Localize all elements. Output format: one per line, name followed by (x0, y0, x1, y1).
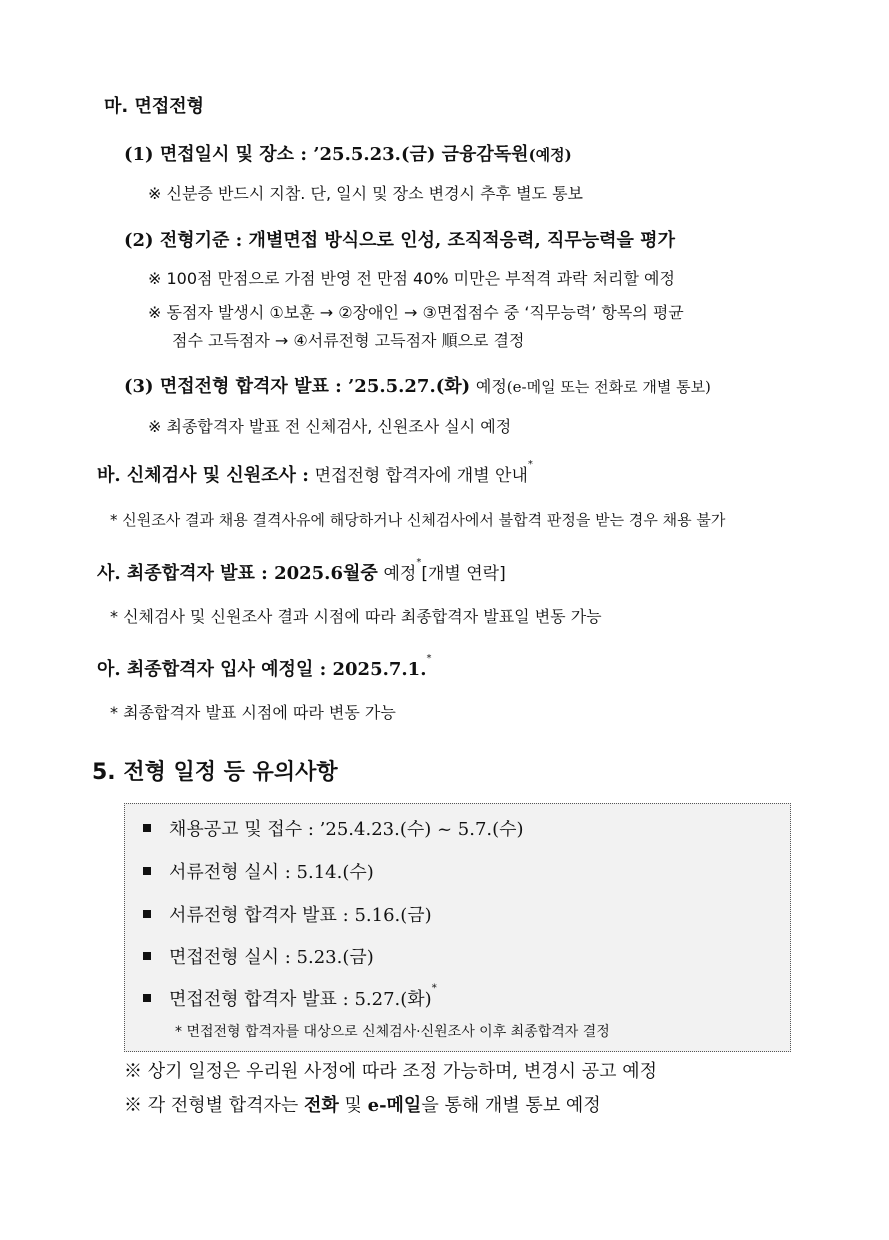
final-note: * 신체검사 및 신원조사 결과 시점에 따라 최종합격자 발표일 변동 가능 (110, 607, 602, 626)
schedule-item (143, 858, 374, 884)
schedule-item (143, 815, 524, 841)
interview-note-3b: 점수 고득점자 → ④서류전형 고득점자 順으로 결정 (172, 331, 525, 350)
schedule-item-text: 서류전형 합격자 발표 : 5.16.(금) (169, 905, 432, 926)
schedule-item-text: 서류전형 실시 : 5.14.(수) (169, 862, 374, 883)
join-star: * (426, 653, 432, 664)
join-note: * 최종합격자 발표 시점에 따라 변동 가능 (110, 703, 396, 722)
final-rest-1: 예정 (383, 564, 417, 584)
schedule-heading: 5. 전형 일정 등 유의사항 (92, 760, 338, 785)
schedule-item-text: 면접전형 합격자 발표 : 5.27.(화) (169, 989, 432, 1010)
interview-heading: 마. 면접전형 (104, 96, 205, 117)
join-heading-line (97, 655, 431, 681)
schedule-footer-1: ※ 상기 일정은 우리원 사정에 따라 조정 가능하며, 변경시 공고 예정 (124, 1061, 658, 1082)
interview-note-4: ※ 최종합격자 발표 전 신체검사, 신원조사 실시 예정 (148, 417, 512, 436)
square-bullet-icon (143, 952, 151, 960)
footer-2-post: 을 통해 개별 통보 예정 (421, 1095, 601, 1116)
schedule-item-text: 면접전형 실시 : 5.23.(금) (169, 947, 374, 968)
interview-item-3-rest: 예정 (475, 377, 507, 396)
schedule-item (143, 985, 437, 1011)
final-star: * (416, 557, 422, 568)
footer-2-phone: 전화 (304, 1095, 339, 1116)
interview-item-1 (124, 140, 572, 166)
schedule-footer-2 (124, 1091, 601, 1117)
interview-item-3-paren: (e-메일 또는 전화로 개별 통보) (506, 378, 711, 396)
interview-note-1: ※ 신분증 반드시 지참. 단, 일시 및 장소 변경시 추후 별도 통보 (148, 184, 584, 203)
square-bullet-icon (143, 824, 151, 832)
interview-note-3a: ※ 동점자 발생시 ①보훈 → ②장애인 → ③면접점수 중 ‘직무능력’ 항목의 평균 (148, 303, 684, 322)
footer-2-pre: ※ 각 전형별 합격자는 (124, 1095, 304, 1116)
final-rest-2: [개별 연락] (421, 564, 506, 584)
physical-note: * 신원조사 결과 채용 결격사유에 해당하거나 신체검사에서 불합격 판정을 받는 경우 채용 불가 (110, 511, 726, 529)
schedule-item (143, 901, 432, 927)
footer-2-email: e-메일 (367, 1095, 422, 1116)
interview-item-3-label: (3) 면접전형 합격자 발표 : ’25.5.27.(화) (124, 376, 471, 397)
interview-item-3 (124, 372, 711, 398)
interview-note-2: ※ 100점 만점으로 가점 반영 전 만점 40% 미만은 부적격 과락 처리할 예정 (148, 269, 675, 288)
final-heading: 사. 최종합격자 발표 : 2025.6월중 (97, 563, 378, 584)
schedule-box (124, 803, 791, 1052)
physical-heading: 바. 신체검사 및 신원조사 : (97, 465, 309, 486)
physical-star: * (527, 459, 533, 470)
schedule-item-text: 채용공고 및 접수 : ’25.4.23.(수) ~ 5.7.(수) (169, 819, 524, 840)
square-bullet-icon (143, 910, 151, 918)
square-bullet-icon (143, 867, 151, 875)
schedule-item (143, 943, 374, 969)
physical-rest: 면접전형 합격자에 개별 안내 (314, 466, 528, 486)
footer-2-mid: 및 (338, 1095, 368, 1116)
interview-item-1-suffix: (예정) (528, 146, 572, 164)
interview-item-2: (2) 전형기준 : 개별면접 방식으로 인성, 조직적응력, 직무능력을 평가 (124, 230, 675, 251)
schedule-box-note: * 면접전형 합격자를 대상으로 신체검사·신원조사 이후 최종합격자 결정 (175, 1024, 610, 1040)
physical-heading-line (97, 461, 533, 487)
square-bullet-icon (143, 994, 151, 1002)
interview-item-1-label: (1) 면접일시 및 장소 : ’25.5.23.(금) 금융감독원 (124, 144, 529, 165)
final-heading-line (97, 559, 506, 585)
join-heading: 아. 최종합격자 입사 예정일 : 2025.7.1. (97, 659, 427, 680)
schedule-item-star: * (431, 983, 437, 994)
